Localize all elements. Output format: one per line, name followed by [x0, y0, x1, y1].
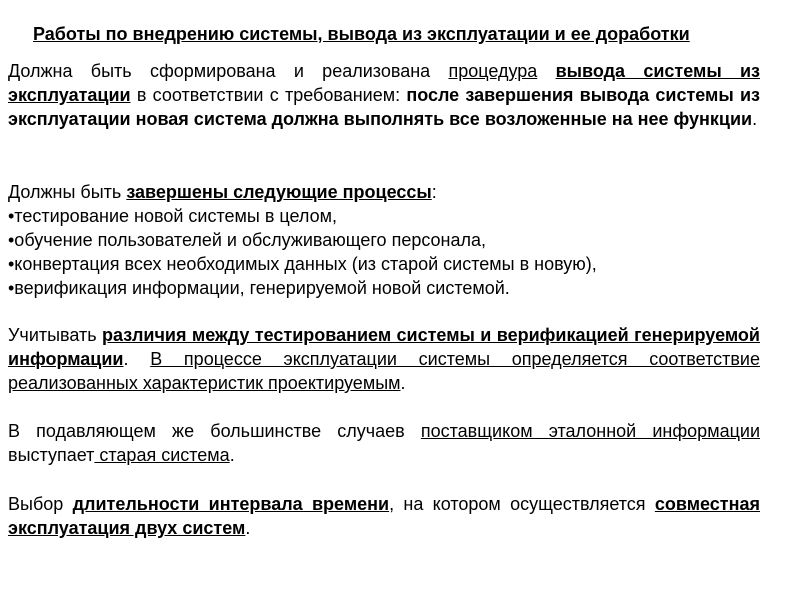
- emphasis-text: длительности интервала времени: [72, 494, 390, 514]
- text-run: [537, 61, 555, 81]
- text-run: , на котором осуществляется: [389, 494, 655, 514]
- list-item: •тестирование новой системы в целом,: [8, 206, 338, 226]
- list-item: •верификация информации, генерируемой новой системой.: [8, 278, 510, 298]
- text-run: :: [431, 182, 437, 202]
- text-run: Должна быть сформирована и реализована: [8, 61, 449, 81]
- processes-heading: [8, 180, 760, 204]
- paragraph-processes: [8, 180, 760, 300]
- text-run: .: [245, 518, 251, 538]
- process-list: [8, 204, 760, 300]
- emphasis-text: различия между тестированием системы и верификацией генерируемой информации: [8, 325, 760, 369]
- text-run: в соответствии с требованием:: [130, 85, 407, 105]
- bold-text: после завершения вывода системы из эксплуатации новая система должна выполнять все возложенные на нее функции: [8, 85, 760, 129]
- paragraph-decommission-procedure: [8, 59, 760, 131]
- underlined-text: процедура: [448, 61, 538, 81]
- text-run: .: [752, 109, 758, 129]
- text-run: Выбор: [8, 494, 73, 514]
- list-item: •конвертация всех необходимых данных (из старой системы в новую),: [8, 254, 597, 274]
- text-run: .: [229, 445, 235, 465]
- paragraph-reference-supplier: [8, 419, 760, 467]
- underlined-text: В процессе эксплуатации системы определяется соответствие реализованных характеристик проектируемым: [8, 349, 760, 393]
- slide-title: Работы по внедрению системы, вывода из эксплуатации и ее доработки: [33, 24, 690, 44]
- list-item: •обучение пользователей и обслуживающего персонала,: [8, 230, 487, 250]
- paragraph-interval-choice: [8, 492, 760, 540]
- text-run: Учитывать: [8, 325, 103, 345]
- text-run: В подавляющем же большинстве случаев: [8, 421, 421, 441]
- text-run: выступает: [8, 445, 95, 465]
- emphasis-text: вывода системы из эксплуатации: [8, 61, 760, 105]
- paragraph-testing-vs-verification: [8, 323, 760, 395]
- underlined-text: старая система: [94, 445, 230, 465]
- emphasis-text: совместная эксплуатация двух систем: [8, 494, 760, 538]
- underlined-text: поставщиком эталонной информации: [420, 421, 760, 441]
- text-run: .: [123, 349, 151, 369]
- text-run: Должны быть: [8, 182, 127, 202]
- text-run: .: [400, 373, 406, 393]
- emphasis-text: завершены следующие процессы: [126, 182, 432, 202]
